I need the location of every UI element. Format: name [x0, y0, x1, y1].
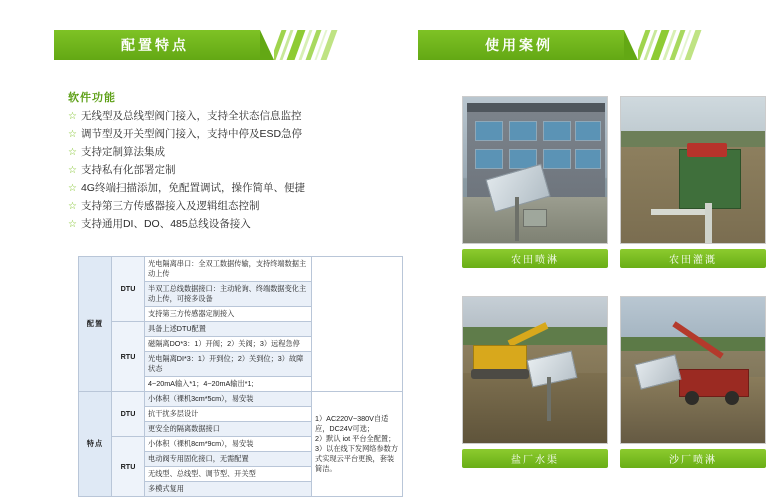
table-row: [79, 257, 403, 282]
banner-right-stripes: [638, 30, 728, 60]
software-functions-title: 软件功能: [68, 92, 116, 104]
table-cell: 光电隔离DI*3：1）开到位；2）关到位；3）故障状态: [145, 352, 312, 377]
banner-left-body: [54, 30, 260, 60]
subgroup-label-dtu-2: DTU: [112, 392, 145, 437]
banner-left-stripes: [274, 30, 364, 60]
table-cell: 半双工总线数据接口：主动轮询、终端数据变化主动上传，可接多设备: [145, 282, 312, 307]
list-item: [68, 126, 398, 143]
case-card-1: [462, 96, 608, 268]
list-item: [68, 108, 398, 125]
table-cell: 抗干扰多层设计: [145, 407, 312, 422]
banner-left-title: 配置特点: [121, 37, 189, 53]
case-card-4: [620, 296, 766, 468]
case-caption: 沙厂喷淋: [620, 449, 766, 468]
table-cell: 磁隔离DO*3：1）开阀；2）关阀；3）远程急停: [145, 337, 312, 352]
list-item-label: 支持通用DI、DO、485总线设备接入: [80, 218, 251, 230]
specification-table: [78, 256, 403, 497]
list-item-label: 支持定制算法集成: [80, 146, 165, 158]
sand-plant-sprinkler-photo: [620, 296, 766, 444]
table-cell-notes: [312, 392, 403, 497]
star-icon: ☆: [68, 165, 77, 176]
table-cell: 支持第三方传感器定制接入: [145, 307, 312, 322]
list-item-label: 无线型及总线型阀门接入，支持全状态信息监控: [80, 110, 302, 122]
table-cell: 更安全的隔离数据接口: [145, 422, 312, 437]
list-item-label: 支持私有化部署定制: [80, 164, 176, 176]
note-line: 2）默认 iot 平台全配置；: [315, 434, 396, 443]
list-item: [68, 180, 398, 197]
salt-plant-canal-photo: [462, 296, 608, 444]
star-icon: ☆: [68, 219, 77, 230]
list-item-label: 支持第三方传感器接入及逻辑组态控制: [80, 200, 260, 212]
table-cell-note-blank: [312, 257, 403, 392]
farmland-irrigation-photo: [620, 96, 766, 244]
list-item: [68, 144, 398, 161]
star-icon: ☆: [68, 129, 77, 140]
star-icon: ☆: [68, 147, 77, 158]
star-icon: ☆: [68, 111, 77, 122]
table-cell: 多模式复用: [145, 482, 312, 497]
table-cell: 电动阀专用固化接口，无需配置: [145, 452, 312, 467]
case-card-2: [620, 96, 766, 268]
list-item-label: 4G终端扫描添加，免配置调试，操作简单、便捷: [80, 182, 305, 194]
table-cell: 4~20mA输入*1；4~20mA输出*1;: [145, 377, 312, 392]
case-card-3: [462, 296, 608, 468]
star-icon: ☆: [68, 183, 77, 194]
table-cell: 小体积（裸机8cm*9cm），易安装: [145, 437, 312, 452]
subgroup-label-rtu-2: RTU: [112, 437, 145, 497]
group-label-features: 特点: [79, 392, 112, 497]
star-icon: ☆: [68, 201, 77, 212]
list-item: [68, 216, 398, 233]
group-label-config: 配置: [79, 257, 112, 392]
list-item: [68, 162, 398, 179]
case-caption: 农田灌溉: [620, 249, 766, 268]
note-line: 3）以在线下发网络参数方式实现云平台更换，套装简洁。: [315, 444, 399, 473]
table-cell: 小体积（裸机3cm*5cm），易安装: [145, 392, 312, 407]
banner-right-body: [418, 30, 624, 60]
section-banner-left: [54, 30, 364, 60]
table-cell: 具备上述DTU配置: [145, 322, 312, 337]
case-caption: 盐厂水渠: [462, 449, 608, 468]
table-cell: 光电隔离串口：全双工数据传输，支持终端数据主动上传: [145, 257, 312, 282]
subgroup-label-dtu: DTU: [112, 257, 145, 322]
banner-right-title: 使用案例: [485, 37, 553, 53]
farmland-sprinkler-photo: [462, 96, 608, 244]
case-caption: 农田喷淋: [462, 249, 608, 268]
section-banner-right: [418, 30, 728, 60]
list-item-label: 调节型及开关型阀门接入，支持中停及ESD急停: [80, 128, 303, 140]
table-cell: 无线型、总线型、调节型、开关型: [145, 467, 312, 482]
subgroup-label-rtu: RTU: [112, 322, 145, 392]
table-row: [79, 392, 403, 407]
note-line: 1）AC220V~380V自适应，DC24V可选；: [315, 414, 389, 433]
software-functions-list: [68, 108, 398, 234]
list-item: [68, 198, 398, 215]
